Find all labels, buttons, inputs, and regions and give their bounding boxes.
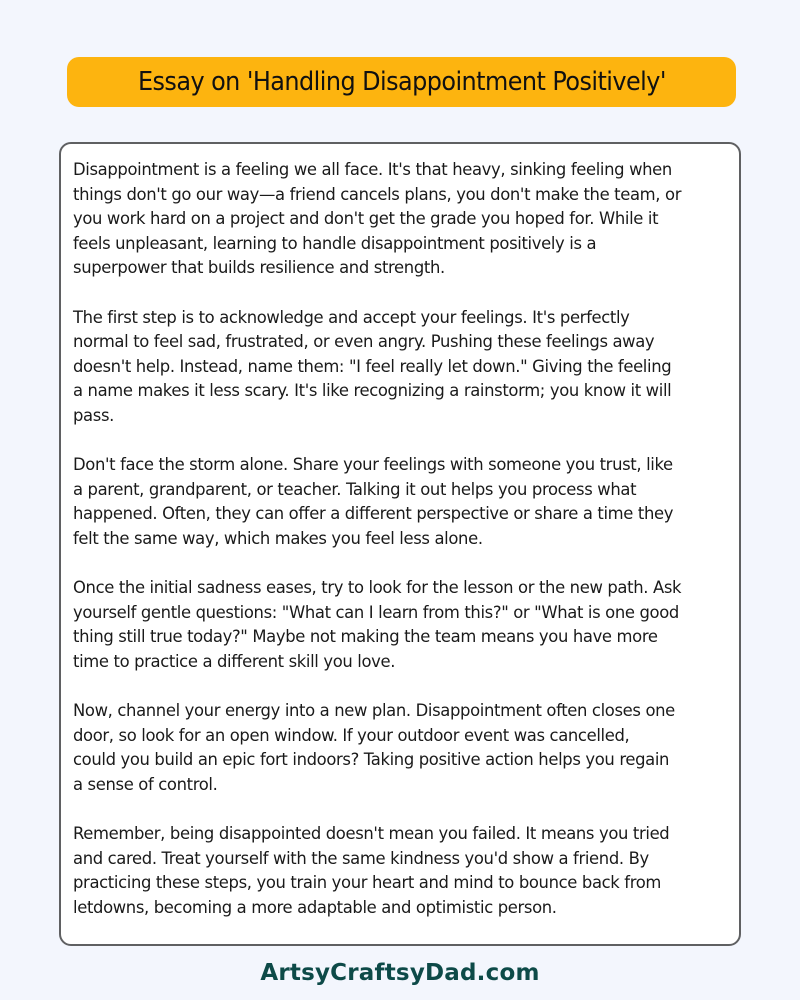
essay-line: and cared. Treat yourself with the same kindness you'd show a friend. By bbox=[73, 848, 649, 868]
essay-line: happened. Often, they can offer a different perspective or share a time they bbox=[73, 504, 674, 524]
essay-line: superpower that builds resilience and strength. bbox=[73, 258, 445, 278]
essay-line: door, so look for an open window. If your outdoor event was cancelled, bbox=[73, 725, 630, 745]
essay-line: things don't go our way—a friend cancels plans, you don't make the team, or bbox=[73, 184, 682, 204]
essay-line: normal to feel sad, frustrated, or even angry. Pushing these feelings away bbox=[73, 332, 655, 352]
essay-paragraph-4 bbox=[73, 576, 733, 674]
essay-line: Remember, being disappointed doesn't mean you failed. It means you tried bbox=[73, 824, 670, 844]
essay-line: feels unpleasant, learning to handle disappointment positively is a bbox=[73, 233, 597, 253]
essay-line: practicing these steps, you train your heart and mind to bounce back from bbox=[73, 873, 662, 893]
essay-paragraph-1 bbox=[73, 158, 733, 281]
essay-line: Disappointment is a feeling we all face. It's that heavy, sinking feeling when bbox=[73, 160, 672, 179]
essay-paragraph-5 bbox=[73, 699, 733, 797]
site-watermark: ArtsyCraftsyDad.com bbox=[260, 960, 540, 986]
essay-line: a name makes it less scary. It's like recognizing a rainstorm; you know it will bbox=[73, 381, 672, 401]
footer bbox=[0, 955, 800, 991]
essay-line: doesn't help. Instead, name them: "I feel really let down." Giving the feeling bbox=[73, 356, 672, 376]
essay-line: thing still true today?" Maybe not making the team means you have more bbox=[73, 627, 658, 647]
essay-line: pass. bbox=[73, 405, 114, 425]
essay-line: a parent, grandparent, or teacher. Talking it out helps you process what bbox=[73, 479, 637, 499]
essay-paragraph-3 bbox=[73, 453, 733, 551]
essay-body bbox=[73, 158, 733, 945]
essay-line: letdowns, becoming a more adaptable and optimistic person. bbox=[73, 897, 557, 917]
title-banner bbox=[67, 57, 736, 107]
essay-line: Once the initial sadness eases, try to look for the lesson or the new path. Ask bbox=[73, 578, 682, 598]
page-title: Essay on 'Handling Disappointment Positively' bbox=[137, 67, 666, 97]
essay-box bbox=[59, 142, 741, 946]
essay-line: time to practice a different skill you love. bbox=[73, 651, 396, 671]
essay-line: a sense of control. bbox=[73, 774, 218, 794]
essay-line: could you build an epic fort indoors? Taking positive action helps you regain bbox=[73, 750, 670, 770]
essay-line: you work hard on a project and don't get the grade you hoped for. While it bbox=[73, 209, 659, 229]
essay-line: Don't face the storm alone. Share your feelings with someone you trust, like bbox=[73, 455, 673, 475]
essay-line: yourself gentle questions: "What can I learn from this?" or "What is one good bbox=[73, 602, 679, 622]
essay-paragraph-2 bbox=[73, 306, 733, 429]
essay-paragraph-6 bbox=[73, 822, 733, 920]
essay-line: The first step is to acknowledge and accept your feelings. It's perfectly bbox=[73, 307, 630, 327]
essay-line: felt the same way, which makes you feel less alone. bbox=[73, 528, 483, 548]
essay-line: Now, channel your energy into a new plan. Disappointment often closes one bbox=[73, 701, 675, 721]
